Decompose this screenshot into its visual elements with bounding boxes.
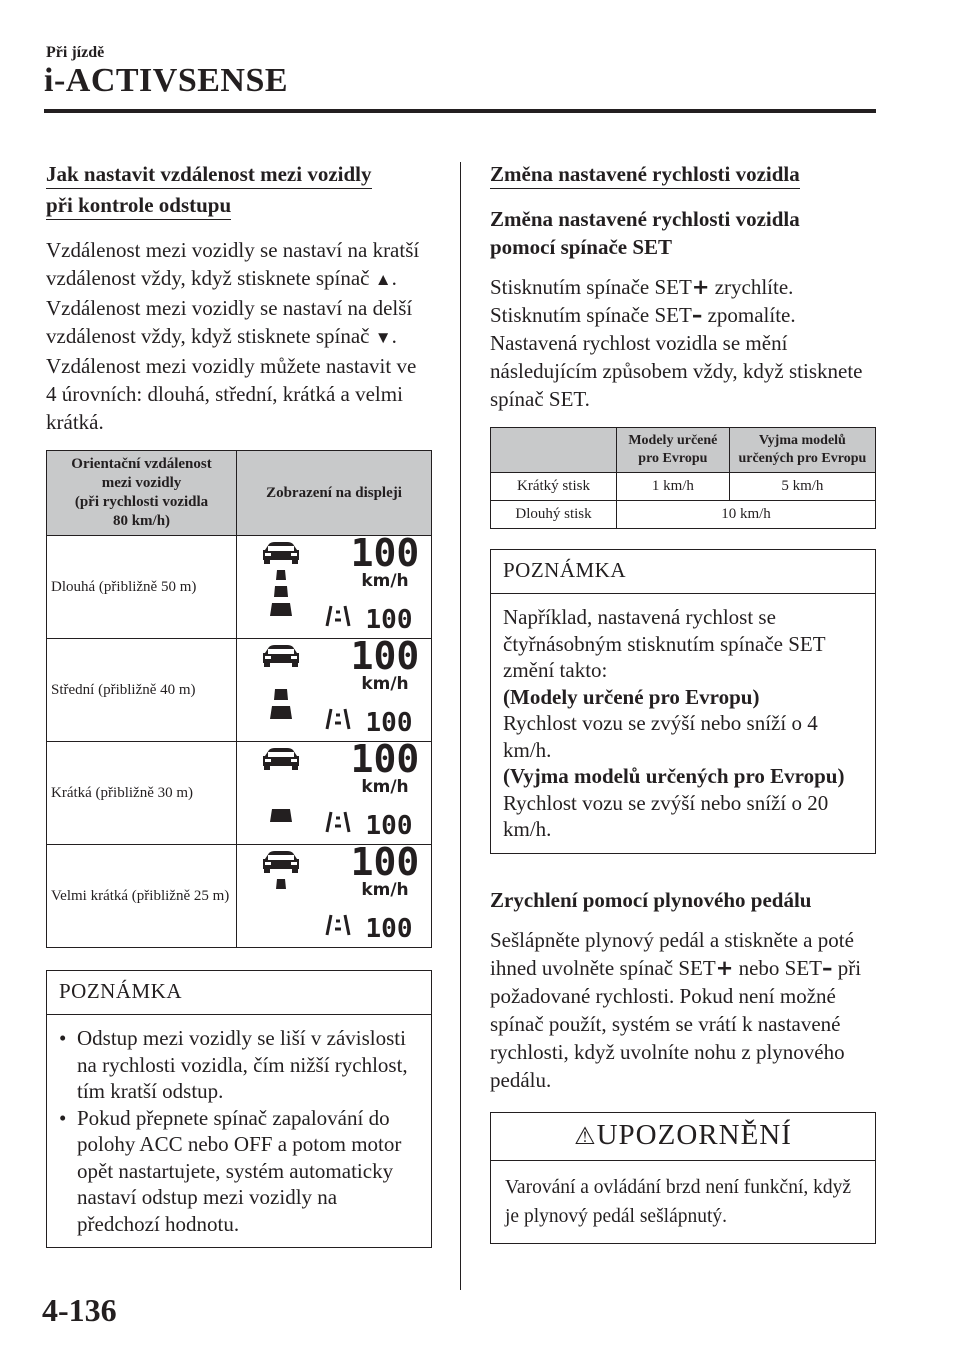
distance-bar [270, 603, 292, 616]
note-box-left [46, 970, 432, 1248]
distance-paragraph: Vzdálenost mezi vozidly se nastaví na kratší vzdálenost vždy, když stisknete spínač ▲. Vzdálenost mezi vozidly se nastaví na delší vzdálenost vždy, když stisknete spínač ▼. Vzdálenost mezi vozidly můžete nastavit ve 4 úrovních: dlouhá, střední, krátká a velmi krátká. [46, 238, 420, 434]
display-cell [237, 639, 432, 742]
distance-display-icon [237, 845, 431, 947]
speed-readout: 100 [350, 742, 420, 781]
set-speed-readout: 100 [365, 811, 413, 841]
warning-icon: ⚠ [574, 1121, 597, 1150]
distance-label: Dlouhá (přibližně 50 m) [47, 536, 237, 639]
set-speed-readout: 100 [365, 605, 413, 635]
speed-table-corner [491, 428, 617, 473]
distance-bar [276, 570, 286, 580]
speed-table [490, 427, 876, 529]
cruise-set-icon [327, 606, 349, 626]
distance-bar [274, 586, 288, 597]
note-body: Například, nastavená rychlost se čtyřnásobným stisknutím spínače SET změní takto: (Modely určené pro Evropu) Rychlost vozu se zvýší nebo sníží o 4 km/h. (Vyjma modelů určených pro Evropu) Rychlost vozu se zvýší nebo sníží o 20 km/h. [503, 605, 845, 841]
display-cell [237, 845, 432, 948]
car-icon [263, 645, 299, 667]
speed-unit: km/h [361, 571, 409, 591]
table-row: Krátký stisk 1 km/h 5 km/h [491, 473, 876, 501]
cruise-set-icon [327, 709, 349, 729]
warning-box [490, 1112, 876, 1244]
speed-unit: km/h [361, 674, 409, 694]
car-icon [263, 748, 299, 770]
distance-display-icon [237, 536, 431, 638]
set-switch-paragraph: Stisknutím spínače SET+ zrychlíte. Stisknutím spínače SET– zpomalíte. Nastavená rychlost vozidla se mění následujícím způsobem vždy, když stisknete spínač SET. [490, 275, 863, 411]
warning-title: ⚠UPOZORNĚNÍ [491, 1113, 875, 1161]
minus-icon: – [691, 303, 703, 327]
triangle-up-icon: ▲ [374, 270, 392, 289]
distance-bar [274, 689, 288, 700]
speed-unit: km/h [361, 777, 409, 797]
accelerator-paragraph: Sešlápněte plynový pedál a stiskněte a poté ihned uvolněte spínač SET+ nebo SET– při požadované rychlosti. Pokud není možné spínač použít, systém se vrátí k nastavené rychlosti, když uvolníte nohu z plynového pedálu. [490, 927, 862, 1092]
distance-label: Střední (přibližně 40 m) [47, 639, 237, 742]
speed-col-other: Vyjma modelů určených pro Evropu [729, 428, 875, 473]
distance-bar [270, 706, 292, 719]
set-speed-readout: 100 [365, 914, 413, 944]
speed-readout: 100 [350, 845, 420, 884]
minus-icon: – [821, 955, 833, 980]
distance-bar [270, 809, 292, 822]
distance-display-icon [237, 639, 431, 741]
column-divider [460, 162, 461, 1290]
speed-readout: 100 [350, 639, 420, 678]
set-speed-readout: 100 [365, 708, 413, 738]
triangle-down-icon: ▼ [374, 328, 392, 347]
cruise-set-icon [327, 915, 349, 935]
left-column [46, 160, 432, 1248]
table-row [47, 639, 432, 742]
cruise-set-icon [327, 812, 349, 832]
distance-display-icon [237, 742, 431, 844]
distance-heading: Jak nastavit vzdálenost mezi vozidly při kontrole odstupu [46, 160, 432, 222]
plus-icon: + [715, 955, 734, 980]
set-switch-subheading: Změna nastavené rychlosti vozidla pomocí spínače SET [490, 207, 800, 259]
display-cell [237, 536, 432, 639]
warning-text: Varování a ovládání brzd není funkční, když je plynový pedál sešlápnutý. [505, 1176, 852, 1227]
plus-icon: + [691, 275, 710, 299]
speed-readout: 100 [350, 536, 420, 575]
section-label: Při jízdě [46, 44, 105, 61]
note-box-right [490, 549, 876, 854]
note-bullet: • Odstup mezi vozidly se liší v závislosti na rychlosti vozidla, čím nižší rychlost, tím kratší odstup. [59, 1026, 408, 1103]
car-icon [263, 542, 299, 564]
distance-bar [276, 879, 286, 889]
speed-col-europe: Modely určené pro Evropu [617, 428, 730, 473]
note-body [47, 1015, 431, 1247]
display-cell [237, 742, 432, 845]
chapter-title: i-ACTIVSENSE [44, 62, 289, 99]
accelerator-subheading: Zrychlení pomocí plynového pedálu [490, 887, 812, 912]
distance-table [46, 450, 432, 948]
distance-label: Krátká (přibližně 30 m) [47, 742, 237, 845]
table-row [47, 742, 432, 845]
page-number: 4-136 [42, 1292, 117, 1328]
table-row: Dlouhý stisk 10 km/h [491, 501, 876, 529]
display-col-header: Zobrazení na displeji [237, 451, 432, 536]
note-title: POZNÁMKA [491, 550, 875, 594]
distance-label: Velmi krátká (přibližně 25 m) [47, 845, 237, 948]
table-row [47, 845, 432, 948]
note-title: POZNÁMKA [47, 971, 431, 1015]
speed-heading: Změna nastavené rychlosti vozidla [490, 160, 876, 191]
distance-col-header: Orientační vzdálenost mezi vozidly (při rychlosti vozidla 80 km/h) [47, 451, 237, 536]
right-column [490, 160, 876, 1244]
header-rule [44, 109, 876, 113]
table-row [47, 536, 432, 639]
note-bullet: • Pokud přepnete spínač zapalování do polohy ACC nebo OFF a potom motor opět nastartujete, systém automaticky nastaví odstup mezi vozidly na předchozí hodnotu. [59, 1105, 402, 1236]
speed-unit: km/h [361, 880, 409, 900]
car-icon [263, 851, 299, 873]
